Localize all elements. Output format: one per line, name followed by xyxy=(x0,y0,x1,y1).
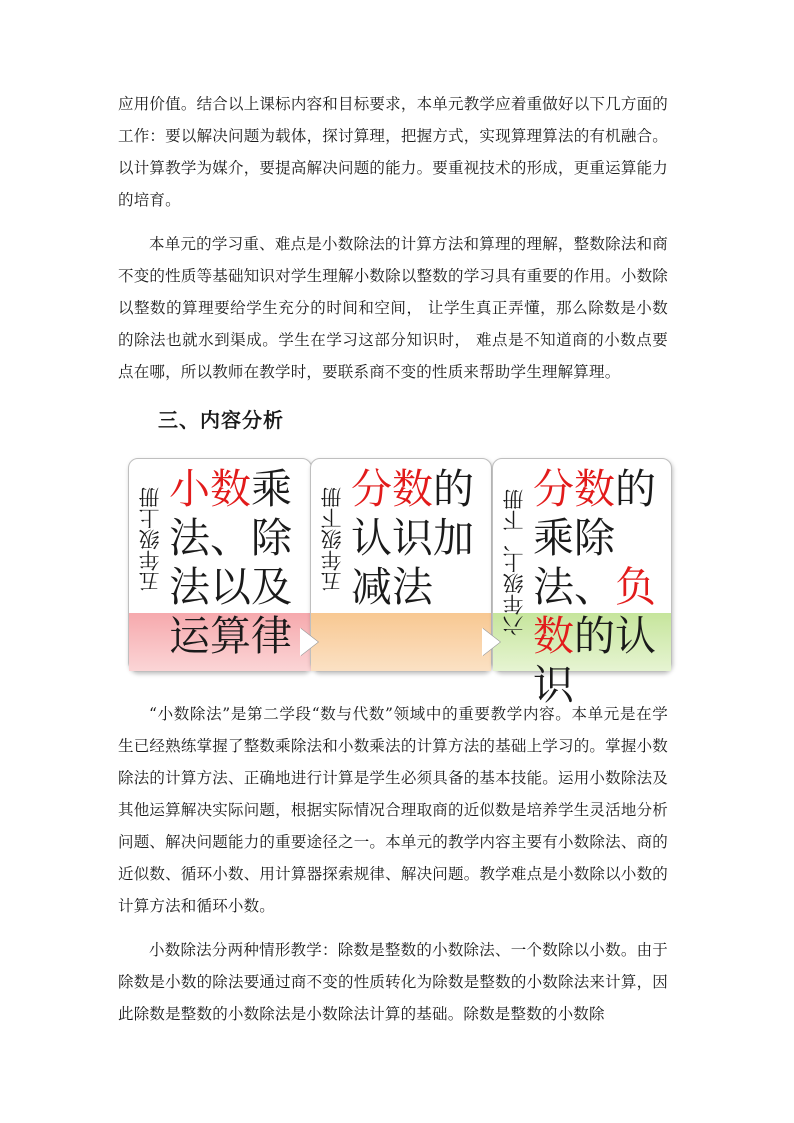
card-title-highlight: 负数 xyxy=(533,563,656,660)
card-grade5-second xyxy=(310,458,492,672)
card-grade-label: 五年级下册 xyxy=(320,487,344,593)
card-title xyxy=(533,465,675,710)
card-title-text: 的乘除法、 xyxy=(533,465,656,611)
card-title-highlight: 分数 xyxy=(533,465,615,513)
document-body xyxy=(118,88,668,1042)
card-title-highlight: 分数 xyxy=(351,465,433,513)
card-title-text: 的认识 xyxy=(533,612,656,709)
card-title xyxy=(351,465,495,612)
content-analysis-diagram xyxy=(124,458,674,709)
card-title-text: 的认识加减法 xyxy=(351,465,474,611)
paragraph-two-cases: 小数除法分两种情形教学：除数是整数的小数除法、一个数除以小数。由于除数是小数的除法要通过商不变的性质转化为除数是整数的小数除法来计算，因此除数是整数的小数除法是小数除法计算的基础。除数是整数的小数除 xyxy=(118,941,668,1023)
chevron-right-icon xyxy=(300,628,318,656)
card-grade6 xyxy=(492,458,672,709)
card-band xyxy=(311,613,491,671)
card-grade5-first xyxy=(128,458,312,672)
paragraph-application-value: 应用价值。结合以上课标内容和目标要求，本单元教学应着重做好以下几方面的工作：要以解决问题为载体，探讨算理，把握方式，实现算理算法的有机融合。以计算教学为媒介，要提高解决问题的能力。要重视技术的形成，更重运算能力的培育。 xyxy=(118,95,668,209)
card-title-text: 乘法、除法以及运算律 xyxy=(169,465,292,660)
card-title xyxy=(169,465,315,661)
paragraph-decimal-division-intro: “小数除法”是第二学段“数与代数”领域中的重要教学内容。本单元是在学生已经熟练掌握了整数乘除法和小数乘法的计算方法的基础上学习的。掌握小数除法的计算方法、正确地进行计算是学生必须具备的基本技能。运用小数除法及其他运算解决实际问题，根据实际情况合理取商的近似数是培养学生灵活地分析问题、解决问题能力的重要途径之一。本单元的教学内容主要有小数除法、商的近似数、循环小数、用计算器探索规律、解决问题。教学难点是小数除以小数的计算方法和循环小数。 xyxy=(118,705,668,915)
card-grade-label: 六年级上、下册 xyxy=(502,489,526,637)
chevron-right-icon xyxy=(482,628,500,656)
card-grade-label: 五年级上册 xyxy=(138,487,162,593)
paragraph-key-difficulties: 本单元的学习重、难点是小数除法的计算方法和算理的理解，整数除法和商不变的性质等基础知识对学生理解小数除以整数的学习具有重要的作用。小数除以整数的算理要给学生充分的时间和空间， 让学生真正弄懂，那么除数是小数的除法也就水到渠成。学生在学习这部分知识时， 难点是不知道商的小数点要点在哪，所以教师在教学时，要联系商不变的性质来帮助学生理解算理。 xyxy=(118,235,668,381)
section-heading: 三、内容分析 xyxy=(158,408,284,432)
card-title-highlight: 小数 xyxy=(169,465,251,513)
